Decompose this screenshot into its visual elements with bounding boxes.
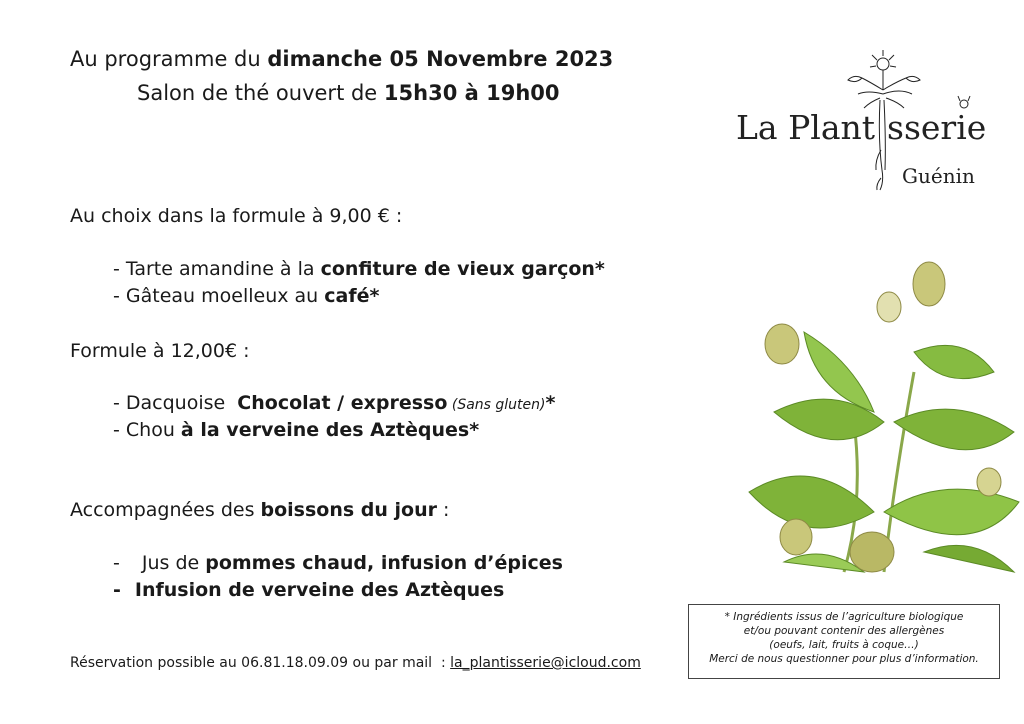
list-item-bold: confiture de vieux garçon*	[320, 258, 605, 280]
reservation-footer	[70, 655, 641, 671]
gluten-free-note: (Sans gluten)	[447, 397, 546, 413]
list-item	[113, 256, 605, 282]
note-line: * Ingrédients issus de l’agriculture biologique	[724, 611, 964, 623]
reservation-text: Réservation possible au 06.81.18.09.09 ou par mail :	[70, 655, 451, 671]
logo-name: La Plant	[736, 108, 876, 147]
allergen-note	[688, 604, 1000, 679]
header-line-1	[70, 45, 613, 73]
list-item-bold: café*	[324, 285, 380, 307]
note-line: et/ou pouvant contenir des allergènes	[743, 625, 945, 637]
list-item	[113, 577, 504, 603]
header-line-2-prefix: Salon de thé ouvert de	[137, 81, 384, 105]
header-line-1-prefix: Au programme du	[70, 47, 268, 71]
list-dash: -	[113, 579, 121, 601]
list-item-bold: Chocolat / expresso	[237, 392, 448, 414]
list-item-asterisk: *	[545, 392, 556, 414]
email-link[interactable]: la_plantisserie@icloud.com	[450, 655, 641, 671]
formula-9-title: Au choix dans la formule à 9,00 € :	[70, 205, 403, 227]
list-item-bold: à la verveine des Aztèques*	[180, 419, 480, 441]
list-item-text: - Gâteau moelleux au	[113, 285, 325, 307]
list-item-text: Jus de	[141, 552, 206, 574]
list-item	[113, 550, 563, 576]
opening-hours: 15h30 à 19h00	[383, 81, 560, 105]
drinks-title-prefix: Accompagnées des	[70, 499, 261, 521]
drinks-title	[70, 497, 449, 523]
list-item-text: - Chou	[113, 419, 181, 441]
list-item	[113, 417, 479, 443]
note-line: Merci de nous questionner pour plus d’information.	[709, 653, 979, 665]
logo-name-end: sserie	[887, 108, 987, 147]
formula-12-title: Formule à 12,00€ :	[70, 340, 250, 362]
header-line-2	[137, 79, 560, 107]
list-item-text: - Tarte amandine à la	[113, 258, 321, 280]
list-item-bold: pommes chaud, infusion d’épices	[205, 552, 563, 574]
list-item	[113, 390, 555, 418]
drinks-title-bold: boissons du jour	[260, 499, 438, 521]
note-line: (oeufs, lait, fruits à coque…)	[769, 639, 919, 651]
logo	[730, 50, 1000, 195]
list-dash: -	[113, 552, 120, 574]
aztec-verbena-plant-icon	[744, 252, 1024, 582]
list-item	[113, 283, 379, 309]
list-item-bold: Infusion de verveine des Aztèques	[134, 579, 505, 601]
list-item-text: - Dacquoise	[113, 392, 238, 414]
event-date: dimanche 05 Novembre 2023	[267, 47, 614, 71]
drinks-title-suffix: :	[437, 499, 450, 521]
logo-place: Guénin	[902, 164, 975, 188]
